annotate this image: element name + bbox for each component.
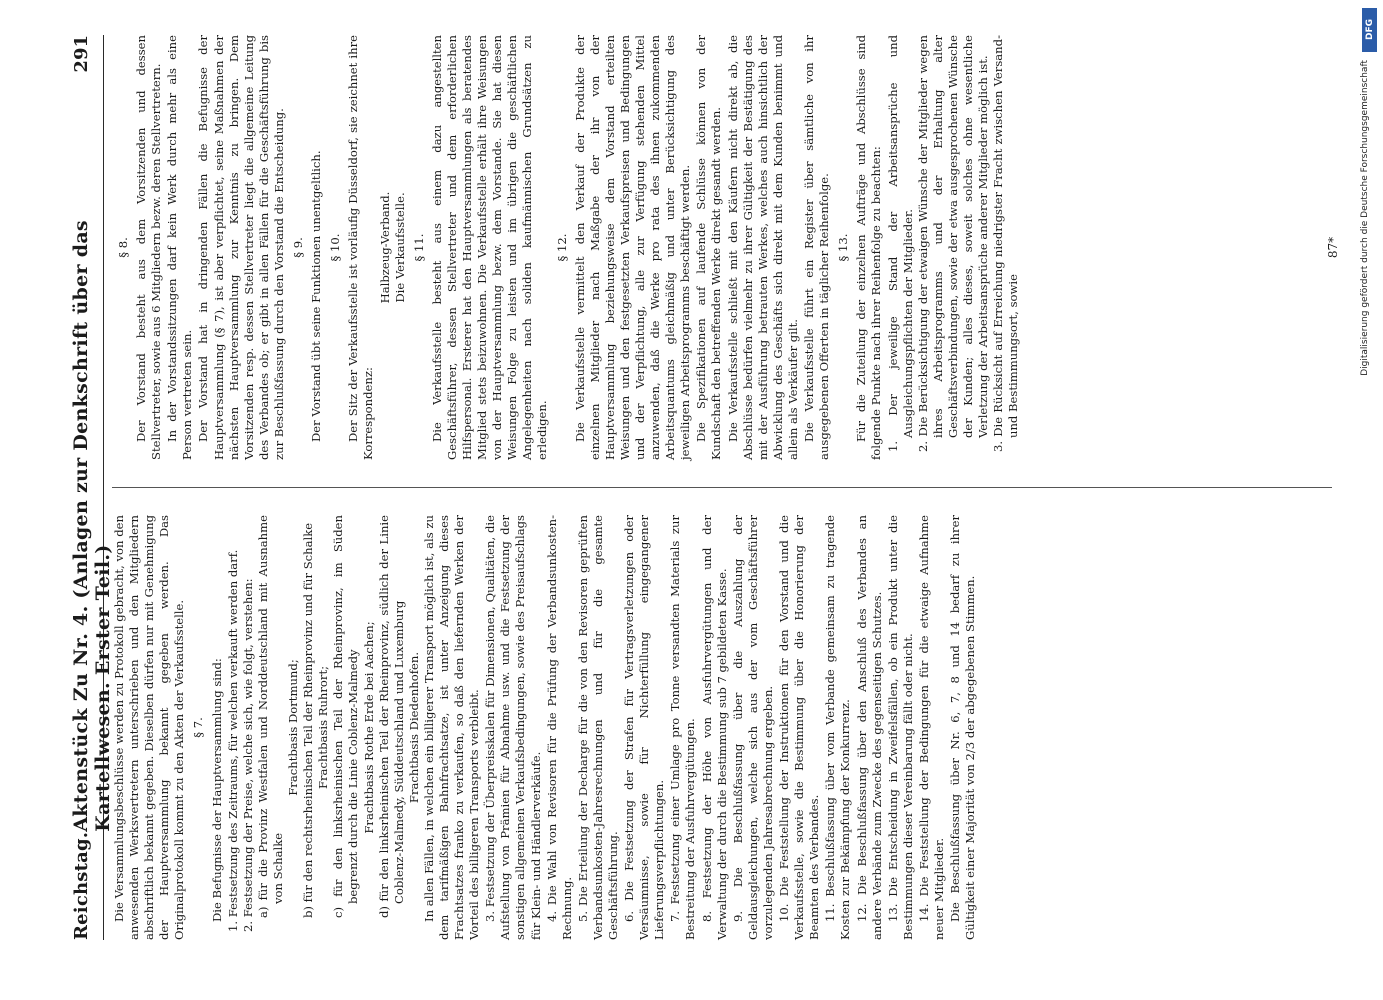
- header-left: Reichstag.: [71, 831, 92, 940]
- list-item: d) für den linksrheinischen Teil der Rheinprovinz, südlich der Linie Coblenz-Malmedy, Süddeutschland und Luxemburg: [376, 515, 406, 918]
- freight-basis: Frachtbasis Ruhrort;: [316, 665, 331, 790]
- page-number: 291: [71, 35, 92, 73]
- paragraph: In der Vorstandssitzungen darf kein Werk durch mehr als eine Person vertreten sein.: [165, 35, 195, 460]
- signature-line: Die Verkaufsstelle.: [392, 192, 407, 303]
- paragraph: Die Verkaufsstelle besteht aus einem dazu angestellten Geschäftsführer, dessen Stellvertreter und dem erforderlichen Hilfspersonal. Ersterer hat den Hauptversammlungen als beratendes Mitglied stets beizuwohnen. Die Verkaufsstelle erhält ihre Weisungen von der Hauptversammlung bezw. dem Vorstande. Sie hat diesen Weisungen Folge zu leisten und im übrigen die geschäftlichen Angelegenheiten nach soliden kaufmännischen Grundsätzen zu erledigen.: [429, 35, 550, 460]
- paragraph: In allen Fällen, in welchen ein billigerer Transport möglich ist, als zu dem tarifmäßigen Bahnfrachtsatze, ist unter Anzeigung dieses Frachtsatzes franko zu verkaufen, so daß den liefernden Werken der Vorteil des billigeren Transports verbleibt.: [421, 515, 482, 940]
- list-item: 13. Die Entscheidung in Zweifelsfällen, ob ein Produkt unter die Bestimmungen dieser Vereinbarung fällt oder nicht.: [885, 515, 915, 940]
- list-item: 6. Die Festsetzung der Strafen für Vertragsverletzungen oder Versäumnisse, sowie für Nichterfüllung eingegangener Lieferungsverpflichtungen.: [622, 515, 667, 940]
- right-column: [112, 35, 1021, 460]
- list-item: 14. Die Feststellung der Bedingungen für die etwaige Aufnahme neuer Mitglieder.: [916, 515, 946, 940]
- list-item: 10. Die Feststellung der Instruktionen für den Vorstand und die Verkaufsstelle, sowie die Bestimmung über die Honorierung der Beamten des Verbandes.: [777, 515, 822, 940]
- list-item: c) für den linksrheinischen Teil der Rheinprovinz, im Süden begrenzt durch die Linie Coblenz-Malmedy: [331, 515, 361, 918]
- section-heading: § 7.: [191, 717, 206, 738]
- list-item: 11. Beschlußfassung über vom Verbande gemeinsam zu tragende Kosten zur Bekämpfung der Konkurrenz.: [823, 515, 853, 940]
- left-column: [112, 515, 979, 940]
- list-item: a) für die Provinz Westfalen und Norddeutschland mit Ausnahme von Schalke: [255, 515, 285, 918]
- paragraph: Der Vorstand besteht aus dem Vorsitzenden und dessen Stellvertreter, sowie aus 6 Mitgliedern bezw. deren Stellvertretern.: [134, 35, 164, 460]
- paragraph: Die Beschlußfassung über Nr. 6, 7, 8 und 14 bedarf zu ihrer Gültigkeit einer Majorität von 2/3 der abgegebenen Stimmen.: [948, 515, 978, 940]
- paragraph: Der Sitz der Verkaufsstelle ist vorläufig Düsseldorf, sie zeichnet ihre Korrespondenz:: [346, 35, 376, 460]
- paragraph: Für die Zuteilung der einzelnen Aufträge und Abschlüsse sind folgende Punkte nach ihrer Reihenfolge zu beachten:: [854, 35, 884, 460]
- freight-basis: Frachtbasis Dortmund;: [286, 659, 301, 796]
- section-heading: § 9.: [291, 237, 306, 258]
- paragraph: Der Vorstand übt seine Funktionen unentgeltlich.: [309, 150, 324, 442]
- list-item: 2. Festsetzung der Preise, welche sich, wie folgt, verstehen:: [240, 578, 255, 932]
- paragraph: Die Spezifikationen auf laufende Schlüsse können von der Kundschaft den betreffenden Werke direkt gesandt werden.: [694, 35, 724, 460]
- paragraph: Der Vorstand hat in dringenden Fällen die Befugnisse der Hauptversammlung (§ 7), ist aber verpflichtet, seine Maßnahmen der nächsten Hauptversammlung zur Kenntnis zu bringen. Dem Vorsitzenden resp. dessen Stellvertreter liegt die allgemeine Leitung des Verbandes ob; er gibt in allen Fällen für die Geschäftsführung bis zur Beschlußfassung durch den Vorstand die Entscheidung.: [196, 35, 286, 460]
- page-header: [70, 35, 114, 940]
- list-item: 7. Festsetzung einer Umlage pro Tonne versandten Materials zur Bestreitung der Ausfuhrvergütungen.: [668, 515, 698, 940]
- list-item: 1. Der jeweilige Stand der Arbeitsansprüche und Ausgleichungspflichten der Mitglieder.: [885, 35, 915, 452]
- list-item: b) für den rechtsrheinischen Teil der Rheinprovinz und für Schalke: [301, 522, 316, 918]
- list-item: 5. Die Erteilung der Decharge für die von den Revisoren geprüften Verbandsunkosten-Jahresrechnungen und für die gesamte Geschäftsführung.: [575, 515, 620, 940]
- section-heading: § 12.: [554, 233, 569, 262]
- section-heading: § 10.: [328, 233, 343, 262]
- list-item: 4. Die Wahl von Revisoren für die Prüfung der Verbandsunkosten-Rechnung.: [544, 515, 574, 940]
- paragraph: Die Versammlungsbeschlüsse werden zu Protokoll gebracht, von den anwesenden Werksvertretern unterschrieben und den Mitgliedern abschriftlich bekannt gegeben. Dieselben dürfen nur mit Genehmigung der Hauptversammlung bekannt gegeben werden. Das Originalprotokoll kommt zu den Akten der Verkaufsstelle.: [112, 515, 187, 940]
- list-item: 2. Die Berücksichtigung der etwaigen Wünsche der Mitglieder wegen ihres Arbeitsprogramms und der Erhaltung alter Geschäftsverbindungen, sowie der etwa ausgesprochenen Wünsche der Kunden; alles dieses, soweit solches ohne wesentliche Verletzung der Arbeitsansprüche anderer Mitglieder möglich ist.: [915, 35, 991, 452]
- freight-basis: Frachtbasis Diedenhofen.: [406, 651, 421, 804]
- list-item: 1. Festsetzung des Zeitraums, für welchen verkauft werden darf.: [225, 549, 240, 932]
- signature-line: Halbzeug-Verband.: [377, 191, 392, 304]
- paragraph: Die Verkaufsstelle führt ein Register über sämtliche von ihr ausgegebenen Offerten in täglicher Reihenfolge.: [802, 35, 832, 460]
- list-item: 3. Festsetzung der Überpreisskalen für Dimensionen, Qualitäten, die Aufstellung von Prämien für Abnahme usw. und die Festsetzung der sonstigen allgemeinen Verkaufsbedingungen, sowie des Preisaufschlags für Klein- und Händlerverkäufe.: [483, 515, 543, 940]
- section-heading: § 13.: [836, 233, 851, 262]
- column-divider: [112, 487, 1332, 488]
- header-title: Aktenstück Zu Nr. 4. (Anlagen zur Denkschrift über das Kartellwesen. Erster Teil.): [70, 220, 114, 832]
- paragraph: Die Befugnisse der Hauptversammlung sind:: [209, 658, 224, 922]
- digitization-note: Digitalisierung gefördert durch die Deutsche Forschungsgemeinschaft: [1360, 60, 1370, 376]
- sheet-signature: 87*: [1326, 236, 1340, 259]
- dfg-logo: DFG: [1362, 8, 1377, 52]
- section-heading: § 8.: [116, 237, 130, 258]
- paragraph: Die Verkaufsstelle schließt mit den Käufern nicht direkt ab, die Abschlüsse bedürfen vielmehr zu ihrer Gültigkeit der Bestätigung des mit der Ausführung betrauten Werkes, welches auch hinsichtlich der Abwicklung des Geschäfts sich direkt mit dem Kunden benimmt und allein als Verkäufer gilt.: [725, 35, 800, 460]
- section-heading: § 11.: [411, 233, 426, 262]
- freight-basis: Frachtbasis Rothe Erde bei Aachen;: [361, 621, 376, 834]
- list-item: 12. Die Beschlußfassung über den Anschluß des Verbandes an andere Verbände zum Zwecke des gegenseitigen Schutzes.: [854, 515, 884, 940]
- list-item: 8. Festsetzung der Höhe von Ausfuhrvergütungen und der Verwaltung der durch die Bestimmung sub 7 gebildeten Kasse.: [699, 515, 729, 940]
- paragraph: Die Verkaufsstelle vermittelt den Verkauf der Produkte der einzelnen Mitglieder nach Maßgabe der ihr von der Hauptversammlung beziehungsweise dem Vorstand erteilten Weisungen und den festgesetzten Verkaufspreisen und Bedingungen und der Verpflichtung, alle zur Verfügung stehenden Mittel anzuwenden, daß die Werke pro rata des ihnen zukommenden Arbeitsquantums gleichmäßig und unter Berücksichtigung des jeweiligen Arbeitsprogramms beschäftigt werden.: [572, 35, 693, 460]
- document-page: [36, 0, 1366, 980]
- list-item: 9. Die Beschlußfassung über die Auszahlung der Geldausgleichungen, welche sich aus der vom Geschäftsführer vorzulegenden Jahresabrechnung ergeben.: [730, 515, 775, 940]
- list-item: 3. Die Rücksicht auf Erreichung niedrigster Fracht zwischen Versand- und Bestimmungsort, sowie: [991, 35, 1021, 452]
